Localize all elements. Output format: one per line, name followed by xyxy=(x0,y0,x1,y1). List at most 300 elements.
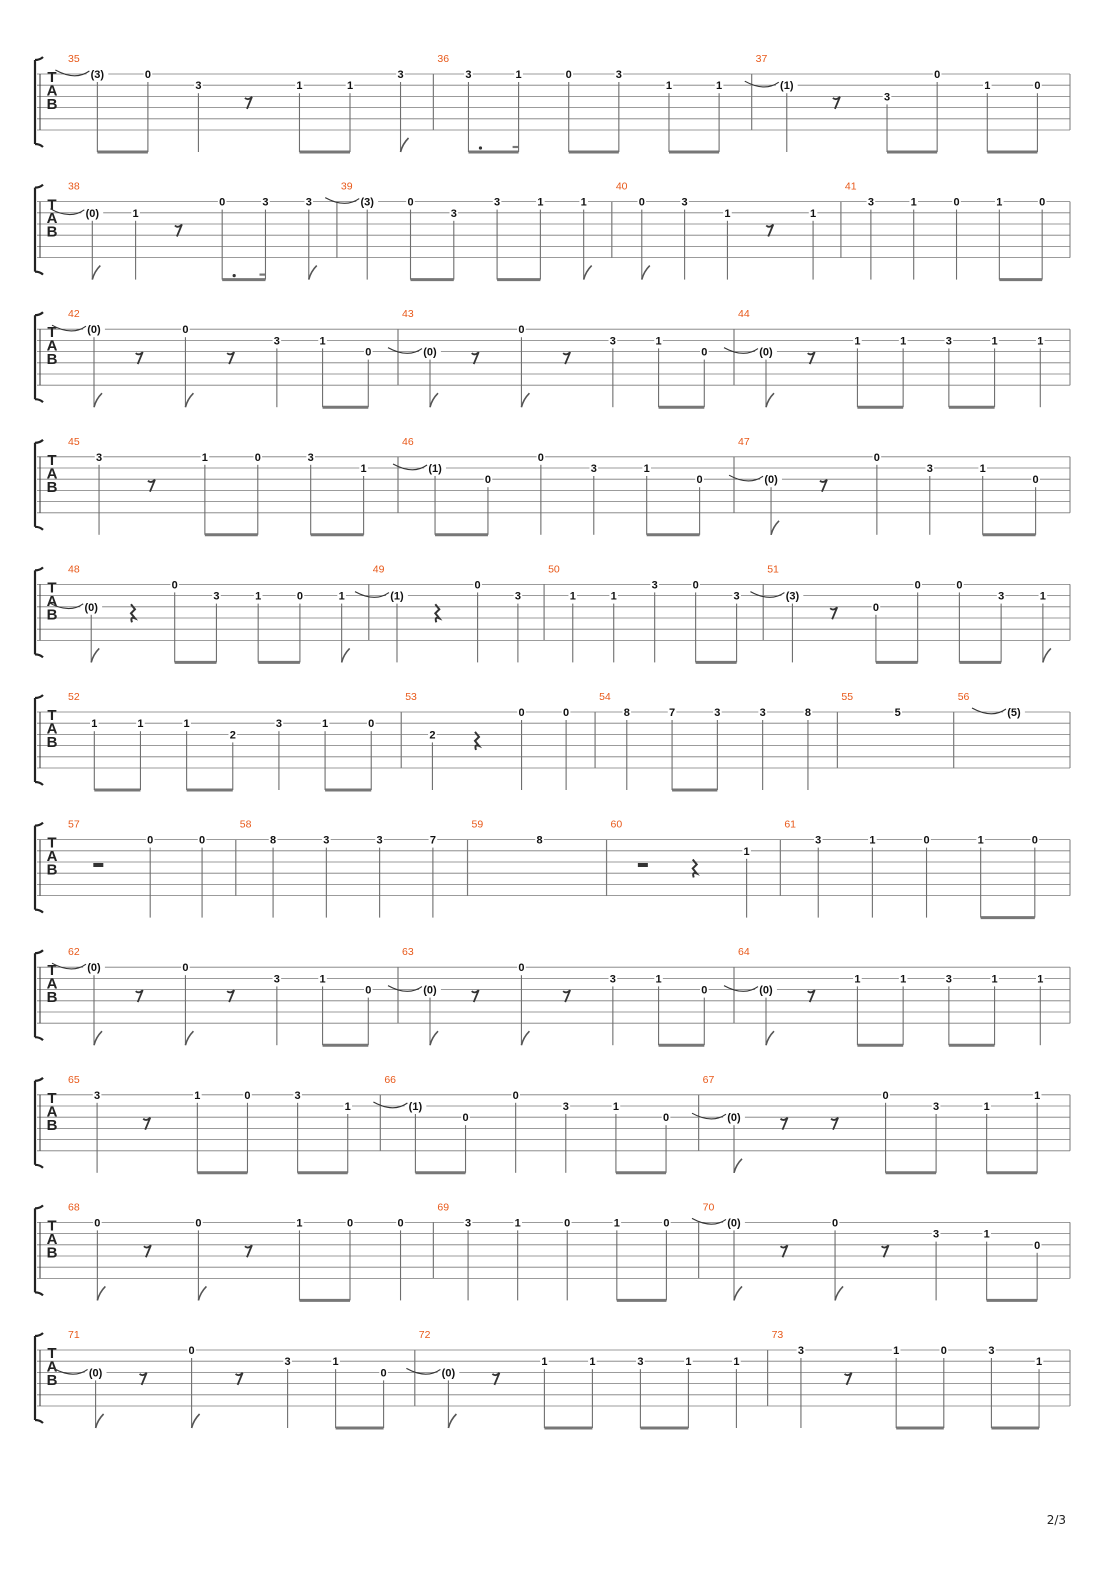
measure-number: 38 xyxy=(68,180,80,193)
fret-number: 1 xyxy=(900,973,907,986)
measure-number: 62 xyxy=(68,946,80,959)
flag xyxy=(96,1414,104,1428)
measure xyxy=(355,563,522,662)
dot xyxy=(479,146,482,149)
system-bracket xyxy=(35,695,43,785)
flag xyxy=(91,648,99,662)
fret-number: 0 xyxy=(474,579,481,592)
fret-number: 1 xyxy=(910,196,917,209)
eighth-rest xyxy=(144,1245,151,1257)
fret-number: 1 xyxy=(255,590,262,603)
fret-number: 0 xyxy=(188,1345,195,1357)
fret-number: 0 xyxy=(484,474,492,487)
fret-number: 1 xyxy=(91,718,98,731)
tab-clef-letter: A xyxy=(46,592,58,610)
tab-clef-letter: T xyxy=(47,69,57,86)
eighth-rest xyxy=(781,1245,788,1257)
tab-clef-letter: A xyxy=(46,82,58,100)
flag xyxy=(734,1286,742,1300)
fret-number: 3 xyxy=(609,335,616,348)
fret-number: 7 xyxy=(669,707,676,719)
eighth-rest xyxy=(245,1245,252,1257)
fret-number: (3) xyxy=(90,69,105,81)
fret-number: 3 xyxy=(681,196,688,209)
measure-number: 41 xyxy=(844,180,857,193)
eighth-rest xyxy=(831,1118,838,1130)
measure-number: 56 xyxy=(957,691,970,703)
tab-system xyxy=(35,53,1070,152)
tab-clef-letter: T xyxy=(47,707,57,724)
flag xyxy=(1043,648,1051,662)
measure xyxy=(52,946,373,1045)
measure xyxy=(433,53,723,152)
fret-number: 1 xyxy=(319,335,326,348)
fret-number: 3 xyxy=(651,579,658,592)
tie-arc xyxy=(388,348,422,354)
fret-number: 0 xyxy=(940,1345,947,1357)
measure-number: 63 xyxy=(402,946,414,959)
measure xyxy=(612,181,818,280)
fret-number: 0 xyxy=(195,1217,202,1230)
tab-clef-letter: A xyxy=(46,848,58,866)
fret-number: 0 xyxy=(1039,196,1046,209)
fret-number: 0 xyxy=(701,346,708,359)
tie-arc xyxy=(54,1368,88,1374)
fret-number: (0) xyxy=(759,984,773,997)
measure xyxy=(406,1329,740,1428)
fret-number: 0 xyxy=(914,579,921,592)
measure xyxy=(692,1074,1041,1173)
tab-systems xyxy=(35,53,1070,1428)
fret-number: 2 xyxy=(429,729,436,742)
fret-number: (1) xyxy=(428,463,442,475)
fret-number: 1 xyxy=(977,834,984,847)
fret-number: 0 xyxy=(882,1089,889,1102)
fret-number: 3 xyxy=(195,80,202,93)
measure xyxy=(607,819,751,918)
measure-number: 37 xyxy=(755,53,768,65)
fret-number: 0 xyxy=(696,474,703,487)
tab-system xyxy=(35,1074,1070,1173)
tab-clef-letter: A xyxy=(46,975,58,993)
half-rest xyxy=(638,863,648,867)
dot xyxy=(233,274,236,277)
fret-number: 1 xyxy=(655,335,662,348)
fret-number: 5 xyxy=(894,707,901,719)
tab-system xyxy=(35,563,1070,662)
tab-clef-letter: A xyxy=(46,337,58,355)
fret-number: 1 xyxy=(1035,1356,1043,1369)
fret-number: 3 xyxy=(273,335,280,348)
fret-number: 3 xyxy=(945,973,952,986)
fret-number: 3 xyxy=(926,463,933,475)
fret-number: 8 xyxy=(270,834,277,847)
fret-number: 3 xyxy=(797,1345,804,1357)
fret-number: 0 xyxy=(254,451,261,464)
fret-number: 0 xyxy=(638,196,645,209)
fret-number: (0) xyxy=(85,207,100,220)
tab-system xyxy=(35,181,1070,280)
eighth-rest xyxy=(143,1118,150,1130)
fret-number: 0 xyxy=(518,324,525,337)
measure xyxy=(768,1329,1044,1428)
measure xyxy=(68,1201,405,1300)
fret-number: 3 xyxy=(883,91,891,104)
fret-number: 1 xyxy=(132,207,139,220)
measure xyxy=(50,181,316,280)
flag xyxy=(835,1286,843,1300)
fret-number: 3 xyxy=(213,590,220,603)
fret-number: 1 xyxy=(733,1356,740,1369)
system-bracket xyxy=(35,185,43,275)
fret-number: 1 xyxy=(580,196,587,209)
fret-number: 3 xyxy=(562,1101,569,1113)
fret-number: (0) xyxy=(423,984,437,997)
tie-arc xyxy=(724,986,758,992)
fret-number: 0 xyxy=(518,707,525,719)
fret-number: 3 xyxy=(465,1217,472,1230)
tie-arc xyxy=(724,348,758,354)
fret-number: 0 xyxy=(512,1089,519,1102)
fret-number: 0 xyxy=(873,451,880,464)
fret-number: 3 xyxy=(307,451,314,464)
fret-number: 1 xyxy=(515,69,522,81)
tab-clef-letter: B xyxy=(46,989,58,1007)
fret-number: 3 xyxy=(275,718,282,731)
tab-clef-letter: T xyxy=(47,324,57,342)
flag xyxy=(185,393,193,407)
fret-number: 3 xyxy=(609,973,616,986)
flag xyxy=(766,393,774,407)
measure xyxy=(729,436,1040,535)
fret-number: 3 xyxy=(867,196,874,209)
tab-system xyxy=(35,691,1070,790)
measure-number: 46 xyxy=(402,435,414,448)
eighth-rest xyxy=(766,224,773,236)
eighth-rest xyxy=(136,990,143,1002)
measure xyxy=(724,946,1045,1045)
eighth-rest xyxy=(140,1373,147,1385)
fret-number: 3 xyxy=(714,707,721,719)
tie-arc xyxy=(750,592,784,598)
fret-number: 0 xyxy=(380,1367,387,1380)
fret-number: 1 xyxy=(296,1217,303,1230)
fret-number: 7 xyxy=(429,834,436,847)
fret-number: (1) xyxy=(780,80,794,93)
tie-arc xyxy=(355,592,389,598)
measure xyxy=(68,819,206,918)
fret-number: 1 xyxy=(1037,973,1044,986)
fret-number: 3 xyxy=(988,1345,995,1357)
flag xyxy=(584,266,592,280)
fret-number: (0) xyxy=(88,1367,103,1380)
tab-clef-letter: B xyxy=(46,1372,58,1389)
fret-number: 1 xyxy=(685,1356,692,1369)
tie-arc xyxy=(373,1102,407,1108)
eighth-rest xyxy=(563,352,570,364)
fret-number: 0 xyxy=(296,590,303,603)
fret-number: 1 xyxy=(854,335,861,348)
tab-clef-letter: T xyxy=(47,196,57,214)
fret-number: 1 xyxy=(344,1101,351,1113)
fret-number: 1 xyxy=(319,973,326,986)
measure-number: 42 xyxy=(68,308,80,321)
tab-clef-letter: A xyxy=(46,1103,58,1121)
measure-number: 55 xyxy=(841,691,854,703)
tie-arc xyxy=(692,1113,726,1119)
fret-number: 0 xyxy=(662,1112,670,1125)
tab-clef-letter: B xyxy=(46,606,58,624)
measure xyxy=(68,436,368,535)
measure-number: 54 xyxy=(599,691,611,703)
measure xyxy=(595,691,812,790)
eighth-rest xyxy=(830,607,837,619)
tab-clef-letter: A xyxy=(46,465,58,483)
tab-clef-letter: T xyxy=(47,1089,57,1107)
fret-number: 3 xyxy=(815,834,822,847)
measure-number: 73 xyxy=(771,1329,784,1341)
fret-number: 0 xyxy=(365,346,372,359)
fret-number: 1 xyxy=(589,1356,596,1369)
tab-clef-letter: B xyxy=(46,478,58,496)
fret-number: 0 xyxy=(182,324,189,337)
fret-number: 3 xyxy=(294,1089,301,1102)
fret-number: 3 xyxy=(262,196,269,209)
fret-number: 1 xyxy=(979,463,986,475)
fret-number: 1 xyxy=(541,1356,548,1369)
fret-number: (5) xyxy=(1007,707,1021,719)
measure xyxy=(692,1201,1041,1300)
fret-number: 1 xyxy=(183,718,190,731)
measure xyxy=(750,563,1050,662)
eighth-rest xyxy=(833,97,840,109)
fret-number: 1 xyxy=(1034,1089,1041,1102)
measure xyxy=(393,436,704,535)
fret-number: 0 xyxy=(407,196,414,209)
tab-clef-letter: T xyxy=(47,834,57,852)
flag xyxy=(401,138,409,152)
fret-number: 1 xyxy=(643,463,650,475)
measure-number: 65 xyxy=(68,1073,80,1086)
fret-number: 0 xyxy=(147,834,154,847)
eighth-rest xyxy=(882,1245,889,1257)
tie-arc xyxy=(52,963,86,969)
flag xyxy=(430,393,438,407)
fret-number: 0 xyxy=(701,984,708,997)
fret-number: 0 xyxy=(831,1217,839,1230)
tab-clef-letter: T xyxy=(47,451,57,469)
measure-number: 67 xyxy=(702,1073,715,1086)
fret-number: 3 xyxy=(637,1356,644,1369)
page-number: 2/3 xyxy=(1046,1513,1066,1527)
fret-number: 0 xyxy=(1032,474,1039,487)
tab-clef-letter: B xyxy=(46,223,58,241)
fret-number: 0 xyxy=(199,834,206,847)
measure-number: 50 xyxy=(548,563,560,576)
fret-number: 3 xyxy=(397,69,404,81)
tab-system xyxy=(35,1201,1070,1300)
flag xyxy=(309,266,317,280)
fret-number: (0) xyxy=(87,962,101,975)
fret-number: 1 xyxy=(743,845,750,858)
fret-number: 1 xyxy=(610,590,617,603)
fret-number: (0) xyxy=(759,346,773,359)
tab-clef-letter: A xyxy=(46,1230,58,1248)
eighth-rest xyxy=(563,990,570,1002)
system-bracket xyxy=(35,57,43,147)
tie-arc xyxy=(972,708,1006,714)
fret-number: 1 xyxy=(612,1101,619,1113)
flag xyxy=(521,1031,529,1045)
eighth-rest xyxy=(227,352,234,364)
eighth-rest xyxy=(245,97,252,109)
tab-clef-letter: B xyxy=(46,861,58,879)
tab-clef-letter: A xyxy=(46,210,58,228)
fret-number: 0 xyxy=(368,718,375,731)
fret-number: 1 xyxy=(665,80,673,93)
measure xyxy=(780,819,1039,918)
measure-number: 51 xyxy=(767,563,779,576)
fret-number: 8 xyxy=(804,707,812,719)
measure-number: 49 xyxy=(372,563,385,576)
measure-number: 39 xyxy=(340,180,353,193)
eighth-rest xyxy=(136,352,143,364)
measure xyxy=(55,53,408,152)
tab-clef-letter: B xyxy=(46,351,58,369)
fret-number: 0 xyxy=(397,1217,404,1230)
fret-number: 1 xyxy=(360,463,367,475)
fret-number: 3 xyxy=(590,463,597,475)
tab-clef-letter: T xyxy=(47,962,57,980)
measure-number: 52 xyxy=(68,691,80,703)
tab-clef-letter: B xyxy=(46,96,58,113)
fret-number: (0) xyxy=(423,346,437,359)
fret-number: 1 xyxy=(537,196,544,209)
eighth-rest xyxy=(845,1373,852,1385)
fret-number: 3 xyxy=(759,707,766,719)
measure-number: 66 xyxy=(384,1073,397,1086)
tab-system xyxy=(35,819,1070,918)
eighth-rest xyxy=(808,352,815,364)
system-bracket xyxy=(35,1078,43,1168)
fret-number: 0 xyxy=(462,1112,469,1125)
tab-system xyxy=(35,1329,1070,1428)
tab-system xyxy=(35,946,1070,1045)
fret-number: (0) xyxy=(764,474,778,487)
fret-number: 1 xyxy=(1037,335,1044,348)
fret-number: 0 xyxy=(219,196,226,209)
system-bracket xyxy=(35,1205,43,1295)
fret-number: 1 xyxy=(983,1101,990,1113)
measure-number: 69 xyxy=(437,1201,450,1214)
measure xyxy=(544,563,741,662)
fret-number: 1 xyxy=(514,1217,521,1230)
flag xyxy=(94,393,102,407)
fret-number: 0 xyxy=(953,196,960,209)
fret-number: 0 xyxy=(663,1217,670,1230)
eighth-rest xyxy=(236,1373,243,1385)
fret-number: (0) xyxy=(84,601,98,614)
measure-number: 61 xyxy=(784,818,797,831)
fret-number: 0 xyxy=(244,1089,251,1102)
fret-number: 1 xyxy=(332,1356,339,1369)
measure xyxy=(54,1329,388,1428)
flag xyxy=(185,1031,193,1045)
fret-number: 3 xyxy=(284,1356,291,1369)
fret-number: 3 xyxy=(945,335,952,348)
fret-number: 0 xyxy=(365,984,372,997)
fret-number: 3 xyxy=(273,973,280,986)
fret-number: 0 xyxy=(565,69,572,81)
tab-clef-letter: B xyxy=(46,1244,58,1262)
fret-number: 0 xyxy=(144,69,151,81)
fret-number: 1 xyxy=(991,335,998,348)
measure xyxy=(68,691,376,790)
flag xyxy=(642,266,650,280)
fret-number: 1 xyxy=(869,834,876,847)
fret-number: 1 xyxy=(716,80,723,93)
fret-number: 1 xyxy=(810,207,817,220)
fret-number: 3 xyxy=(998,590,1005,603)
eighth-rest xyxy=(472,990,479,1002)
eighth-rest xyxy=(175,224,182,236)
flag xyxy=(521,393,529,407)
flag xyxy=(97,1286,105,1300)
measure xyxy=(388,308,709,407)
eighth-rest xyxy=(781,1118,788,1130)
tab-system xyxy=(35,436,1070,535)
fret-number: 1 xyxy=(137,718,144,731)
fret-number: 3 xyxy=(323,834,330,847)
measure xyxy=(433,1201,670,1300)
fret-number: (0) xyxy=(441,1367,456,1380)
measure-number: 35 xyxy=(68,53,80,65)
system-bracket xyxy=(35,1333,43,1423)
measure-number: 71 xyxy=(68,1329,80,1341)
eighth-rest xyxy=(808,990,815,1002)
measure xyxy=(841,181,1047,280)
tie-arc xyxy=(388,986,422,992)
fret-number: 1 xyxy=(338,590,345,603)
measure xyxy=(52,308,373,407)
tab-clef-letter: T xyxy=(47,1345,57,1362)
eighth-rest xyxy=(820,480,827,492)
fret-number: 0 xyxy=(564,1217,571,1230)
measure xyxy=(325,181,591,280)
fret-number: 1 xyxy=(194,1089,201,1102)
fret-number: 0 xyxy=(518,962,525,975)
fret-number: 1 xyxy=(322,718,329,731)
measure-number: 36 xyxy=(437,53,450,65)
fret-number: (1) xyxy=(408,1101,423,1113)
fret-number: 0 xyxy=(346,1217,354,1230)
fret-number: 1 xyxy=(991,973,998,986)
tie-arc xyxy=(325,198,359,204)
measure-number: 64 xyxy=(738,946,750,959)
fret-number: 1 xyxy=(854,973,861,986)
measure xyxy=(373,1074,670,1173)
fret-number: 1 xyxy=(1039,590,1046,603)
fret-number: 3 xyxy=(933,1101,940,1113)
fret-number: 0 xyxy=(563,707,570,719)
flag xyxy=(198,1286,206,1300)
flag xyxy=(342,648,350,662)
fret-number: 8 xyxy=(623,707,630,719)
measure-number: 59 xyxy=(471,818,484,831)
measure xyxy=(388,946,709,1045)
flag xyxy=(430,1031,438,1045)
fret-number: 3 xyxy=(615,69,622,81)
